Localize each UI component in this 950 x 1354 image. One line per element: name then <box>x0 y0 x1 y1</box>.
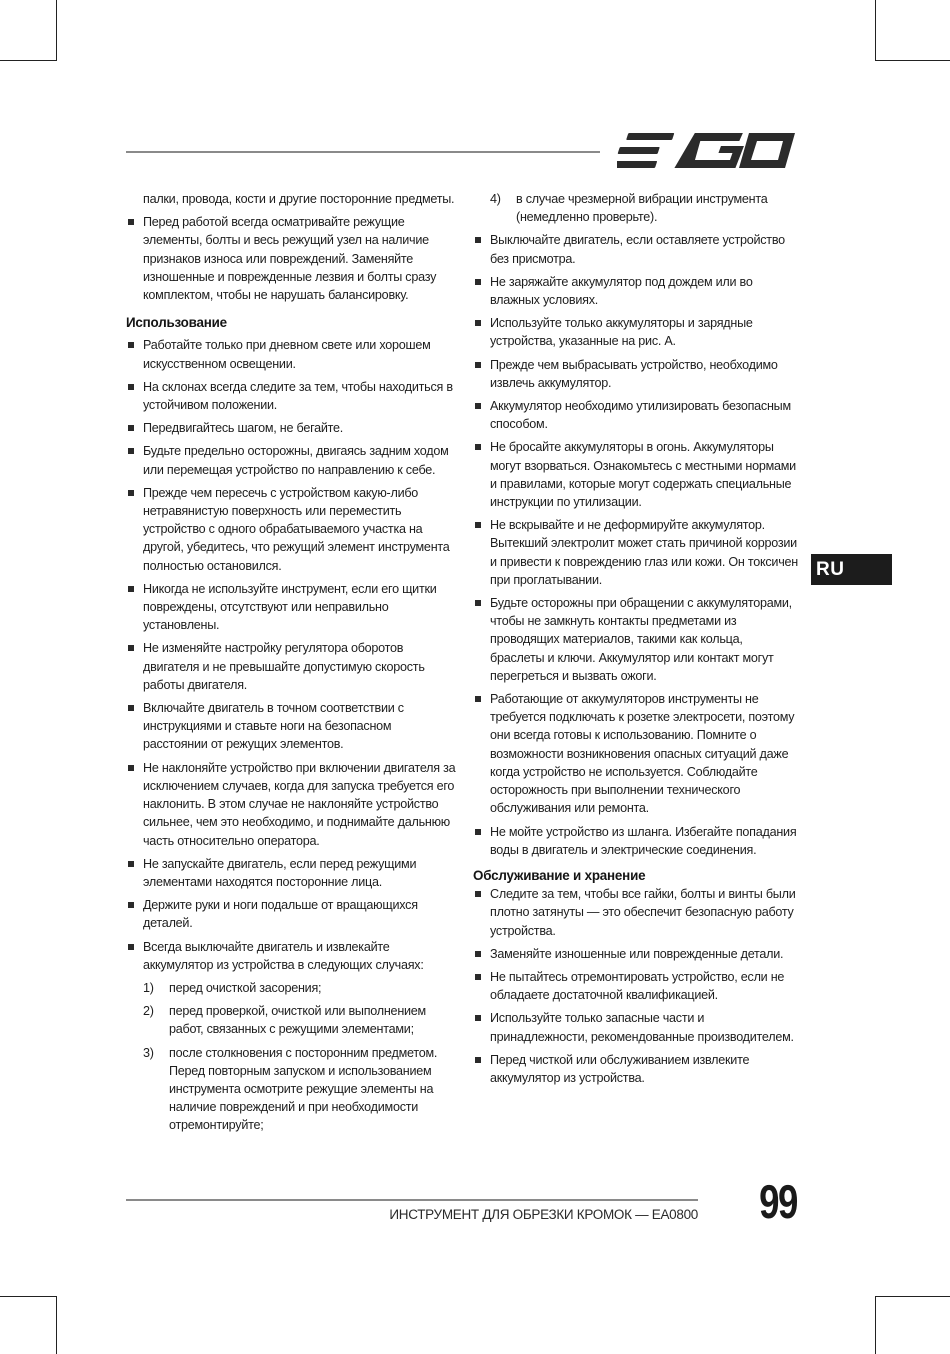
bullet-text: Не запускайте двигатель, если перед режущими элементами находятся посторонние лица. <box>143 856 417 889</box>
bullet-icon <box>475 279 481 285</box>
bullet-text: Прежде чем пересечь с устройством какую-либо нетравянистую поверхность или переместить устройство с одного обрабатываемого участка на другой, убедитесь, что режущий элемент инструмента полностью остановился. <box>143 485 450 573</box>
numbered-item <box>126 979 456 997</box>
bullet-icon <box>128 902 134 908</box>
bullet-text: Будьте предельно осторожны, двигаясь задним ходом или перемещая устройство по направлению к себе. <box>143 444 449 477</box>
bullet-icon <box>475 362 481 368</box>
bullet-item <box>126 938 456 974</box>
section-heading-maintenance: Обслуживание и хранение <box>473 867 646 883</box>
bullet-icon <box>475 829 481 835</box>
bullet-item <box>126 442 456 478</box>
bullet-item <box>473 314 799 350</box>
bullet-icon <box>475 974 481 980</box>
bullet-text: Следите за тем, чтобы все гайки, болты и винты были плотно затянуты — это обеспечит безопасную работу устройства. <box>490 887 796 938</box>
bullet-icon <box>475 237 481 243</box>
bullet-item <box>473 438 799 511</box>
bullet-icon <box>128 448 134 454</box>
bullet-text: Не вскрывайте и не деформируйте аккумулятор. Вытекший электролит может стать причиной коррозии и привести к повреждению глаз или кожи. Он токсичен при проглатывании. <box>490 518 798 587</box>
bullet-text: Не мойте устройство из шланга. Избегайте попадания воды в двигатель и электрические соединения. <box>490 824 797 857</box>
bullet-icon <box>128 425 134 431</box>
item-text: перед очисткой засорения; <box>169 980 322 995</box>
bullet-icon <box>475 1015 481 1021</box>
bullet-item <box>126 378 456 414</box>
crop-mark <box>0 60 57 61</box>
bullet-item <box>473 356 799 392</box>
bullet-icon <box>475 444 481 450</box>
numbered-item <box>126 1002 456 1038</box>
numbered-item <box>126 1044 456 1135</box>
bullet-item <box>126 699 456 754</box>
bullet-icon <box>475 891 481 897</box>
bullet-icon <box>475 522 481 528</box>
bullet-text: Не пытайтесь отремонтировать устройство, если не обладаете достаточной квалификацией. <box>490 969 785 1003</box>
item-number: 2) <box>143 1004 154 1019</box>
bullet-text: Используйте только запасные части и принадлежности, рекомендованные производителем. <box>490 1011 794 1044</box>
bullet-icon <box>128 586 134 592</box>
crop-mark <box>875 1296 950 1297</box>
bullet-icon <box>475 1057 481 1063</box>
paragraph: палки, провода, кости и другие посторонние предметы. <box>143 192 455 206</box>
bullet-text: Заменяйте изношенные или поврежденные детали. <box>490 946 784 961</box>
numbered-item <box>473 190 799 226</box>
item-number: 1) <box>143 980 154 995</box>
item-text: после столкновения с посторонним предметом. Перед повторным запуском и использованием инструмента осмотрите режущие элементы на наличие повреждений и при необходимости отремонтируйте; <box>169 1045 438 1133</box>
bullet-text: Работающие от аккумуляторов инструменты не требуется подключать к розетке электросети, поэтому они всегда готовы к использованию. Помните о возможности возникновения опасных ситуаций даже когда устройство не используется. Соблюдайте осторожность при выполнении технического обслуживания или ремонта. <box>490 692 795 816</box>
bullet-text: Используйте только аккумуляторы и зарядные устройства, указанные на рис. A. <box>490 316 753 349</box>
bullet-icon <box>128 861 134 867</box>
bullet-item <box>473 945 799 963</box>
bullet-item <box>126 419 456 437</box>
crop-mark <box>875 60 950 61</box>
bullet-icon <box>475 320 481 326</box>
bullet-item <box>473 823 799 859</box>
bullet-icon <box>128 384 134 390</box>
bullet-item <box>126 759 456 850</box>
ego-logo <box>617 131 799 171</box>
bullet-icon <box>128 944 134 950</box>
bullet-item <box>126 855 456 891</box>
bullet-text: Не изменяйте настройку регулятора оборотов двигателя и не превышайте допустимую скорость работы двигателя. <box>143 641 425 692</box>
bullet-item <box>126 484 456 575</box>
bullet-item <box>126 639 456 694</box>
bullet-item <box>473 968 799 1004</box>
bullet-item <box>473 885 799 940</box>
bullet-icon <box>128 490 134 496</box>
bullet-item <box>473 1051 799 1087</box>
bullet-icon <box>128 645 134 651</box>
section-heading-usage: Использование <box>126 315 227 331</box>
bullet-item <box>126 213 456 304</box>
bullet-icon <box>475 696 481 702</box>
bullet-icon <box>128 765 134 771</box>
bullet-text: Выключайте двигатель, если оставляете устройство без присмотра. <box>490 233 785 266</box>
bullet-item <box>473 690 799 817</box>
footer-rule <box>126 1199 698 1201</box>
header-rule <box>126 151 600 153</box>
bullet-text: Всегда выключайте двигатель и извлекайте аккумулятор из устройства в следующих случаях: <box>143 939 424 972</box>
crop-mark <box>56 0 57 60</box>
bullet-text: Работайте только при дневном свете или хорошем искусственном освещении. <box>143 338 431 371</box>
bullet-icon <box>128 705 134 711</box>
bullet-icon <box>475 403 481 409</box>
language-tab: RU <box>811 554 892 585</box>
crop-mark <box>875 1296 876 1354</box>
bullet-item <box>473 273 799 309</box>
bullet-text: Аккумулятор необходимо утилизировать безопасным способом. <box>490 399 791 432</box>
bullet-text: Прежде чем выбрасывать устройство, необходимо извлечь аккумулятор. <box>490 357 778 390</box>
bullet-text: Не наклоняйте устройство при включении двигателя за исключением случаев, когда для запуска требуется его наклонить. В этом случае не наклоняйте устройство сильнее, чем это необходимо, и поднимайте дальнюю часть относительно оператора. <box>143 760 456 848</box>
left-column <box>126 190 456 1140</box>
bullet-text: Перед работой всегда осматривайте режущие элементы, болты и весь режущий узел на наличие признаков износа или повреждений. Заменяйте изношенные и поврежденные лезвия и болты сразу комплектом, чтобы не нарушать балансировку. <box>143 215 437 303</box>
bullet-text: Держите руки и ноги подальше от вращающихся деталей. <box>143 898 418 931</box>
bullet-text: Не заряжайте аккумулятор под дождем или во влажных условиях. <box>490 274 753 308</box>
page-number: 99 <box>759 1175 797 1228</box>
crop-mark <box>56 1296 57 1354</box>
item-number: 3) <box>143 1045 154 1060</box>
bullet-item <box>473 1009 799 1045</box>
item-number: 4) <box>490 192 501 206</box>
bullet-icon <box>128 342 134 348</box>
item-text: перед проверкой, очисткой или выполнением работ, связанных с режущими элементами; <box>169 1004 426 1037</box>
bullet-item <box>473 516 799 589</box>
right-column <box>473 190 799 1092</box>
bullet-item <box>473 397 799 433</box>
bullet-text: Не бросайте аккумуляторы в огонь. Аккумуляторы могут взорваться. Ознакомьтесь с местными нормами и правилами, которые могут содержать специальные инструкции по утилизации. <box>490 440 796 510</box>
bullet-item <box>126 336 456 372</box>
bullet-text: На склонах всегда следите за тем, чтобы находиться в устойчивом положении. <box>143 379 453 413</box>
bullet-item <box>126 896 456 932</box>
bullet-text: Включайте двигатель в точном соответствии с инструкциями и ставьте ноги на безопасном расстоянии от режущих элементов. <box>143 701 404 752</box>
crop-mark <box>875 0 876 60</box>
bullet-item <box>473 594 799 685</box>
bullet-icon <box>128 219 134 225</box>
footer-title: ИНСТРУМЕНТ ДЛЯ ОБРЕЗКИ КРОМОК — EA0800 <box>389 1207 698 1222</box>
bullet-text: Никогда не используйте инструмент, если его щитки повреждены, отсутствуют или неправильно установлены. <box>143 581 437 633</box>
item-text: в случае чрезмерной вибрации инструмента (немедленно проверьте). <box>516 192 768 225</box>
bullet-icon <box>475 600 481 606</box>
bullet-item <box>126 580 456 635</box>
bullet-text: Будьте осторожны при обращении с аккумуляторами, чтобы не замкнуть контакты предметами из проводящих материалов, такими как кольца, браслеты и ключи. Аккумулятор или контакт могут перегреться и вызвать ожоги. <box>490 596 792 683</box>
bullet-item <box>473 231 799 267</box>
bullet-text: Передвигайтесь шагом, не бегайте. <box>143 421 344 436</box>
bullet-text: Перед чисткой или обслуживанием извлеките аккумулятор из устройства. <box>490 1052 750 1085</box>
bullet-icon <box>475 951 481 957</box>
crop-mark <box>0 1296 57 1297</box>
